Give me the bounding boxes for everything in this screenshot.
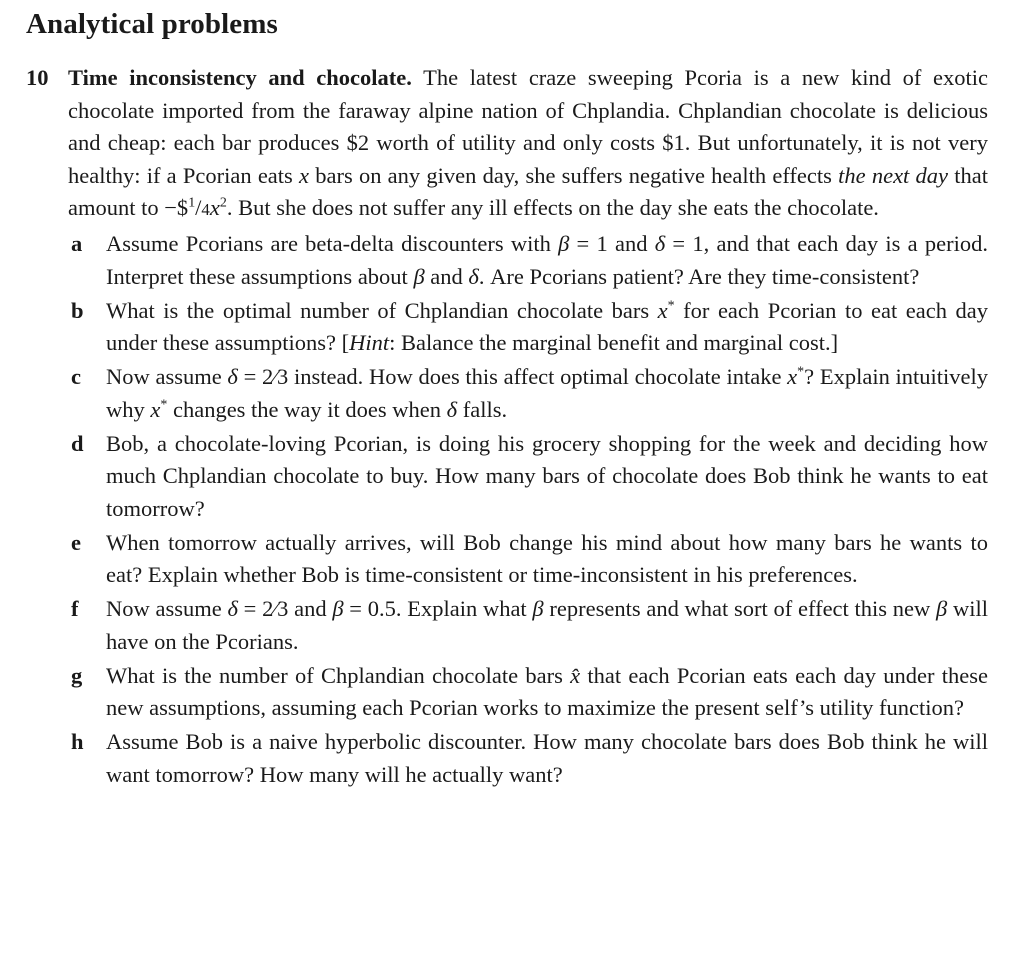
- problem-number: 10: [26, 65, 49, 90]
- part-e: [68, 527, 988, 592]
- part-letter: h: [71, 729, 84, 754]
- intro-text-4: . But she does not suffer any ill effects on the day she eats the chocolate.: [226, 195, 879, 220]
- part-letter: c: [71, 364, 81, 389]
- intro-var-x2: x: [209, 195, 220, 220]
- problem-intro: Time inconsistency and chocolate. The latest craze sweeping Pcoria is a new kind of exotic chocolate imported from the faraway alpine nation of Chplandia. Chplandian chocolate is delicious and cheap: each bar produces $2 worth of utility and only costs $1. But unfortunately, it is not very healthy: if a Pcorian eats x bars on any given day, she suffers negative health effects the next day that amount to $-\$^1/4x^2$. But she does not suffer any ill effects on the day she eats the chocolate.: [68, 65, 988, 220]
- intro-frac-denominator: 4: [201, 200, 210, 219]
- part-b-text: What is the optimal number of Chplandian chocolate bars x* for each Pcorian to eat each day under these assumptions? [Hint: Balance the marginal benefit and marginal cost.]: [106, 297, 988, 355]
- part-a: [68, 228, 988, 293]
- part-letter: d: [71, 430, 84, 456]
- part-letter: e: [71, 529, 81, 555]
- intro-var-x: x: [299, 162, 310, 188]
- section-heading: Analytical problems: [26, 8, 278, 40]
- part-e-text: When tomorrow actually arrives, will Bob change his mind about how many bars he wants to eat? Explain whether Bob is time-consistent or time-inconsistent in his preferences.: [106, 529, 988, 587]
- part-b: [68, 295, 988, 360]
- problem-10: [26, 62, 988, 791]
- part-h: [68, 726, 988, 791]
- part-d: [68, 428, 988, 526]
- intro-text-2: bars on any given day, she suffers negative health effects: [309, 162, 839, 188]
- part-f-text: Now assume δ = 2⁄3 and β = 0.5. Explain what β represents and what sort of effect this new β will have on the Pcorians.: [106, 596, 988, 654]
- part-letter: f: [71, 596, 79, 621]
- intro-emphasis: the next day: [838, 162, 949, 188]
- part-f: [68, 593, 988, 658]
- part-a-text: Assume Pcorians are beta-delta discounters with β = 1 and δ = 1, and that each day is a period. Interpret these assumptions about β and δ. Are Pcorians patient? Are they time-consistent?: [106, 231, 988, 289]
- part-g-text: What is the number of Chplandian chocolate bars x̂ that each Pcorian eats each day under these new assumptions, assuming each Pcorian works to maximize the present self’s utility function?: [106, 662, 988, 720]
- intro-text-1: The latest craze sweeping Pcoria is a new kind of exotic chocolate imported from the faraway alpine nation of Chplandia. Chplandian chocolate is delicious and cheap: each bar produces $2 worth of utility and only costs $1. But unfortunately, it is not very healthy: if a Pcorian eats: [68, 65, 988, 188]
- part-letter: b: [71, 297, 84, 323]
- part-h-text: Assume Bob is a naive hyperbolic discounter. How many chocolate bars does Bob think he will want tomorrow? How many will he actually want?: [106, 729, 988, 787]
- part-c-text: Now assume δ = 2⁄3 instead. How does this affect optimal chocolate intake x*? Explain intuitively why x* changes the way it does when δ falls.: [106, 364, 989, 422]
- problem-statement: [26, 62, 988, 227]
- part-g: [68, 660, 988, 725]
- problem-parts: [26, 228, 988, 791]
- part-letter: a: [71, 231, 83, 256]
- intro-frac-numerator: 1: [188, 195, 196, 211]
- part-d-text: Bob, a chocolate-loving Pcorian, is doing his grocery shopping for the week and deciding how much Chplandian chocolate to buy. How many bars of chocolate does Bob think he wants to eat tomorrow?: [106, 430, 988, 521]
- problem-title: Time inconsistency and chocolate.: [68, 65, 412, 90]
- part-c: [68, 361, 988, 426]
- part-letter: g: [71, 662, 83, 688]
- intro-text-3: that amount to −$: [68, 162, 988, 220]
